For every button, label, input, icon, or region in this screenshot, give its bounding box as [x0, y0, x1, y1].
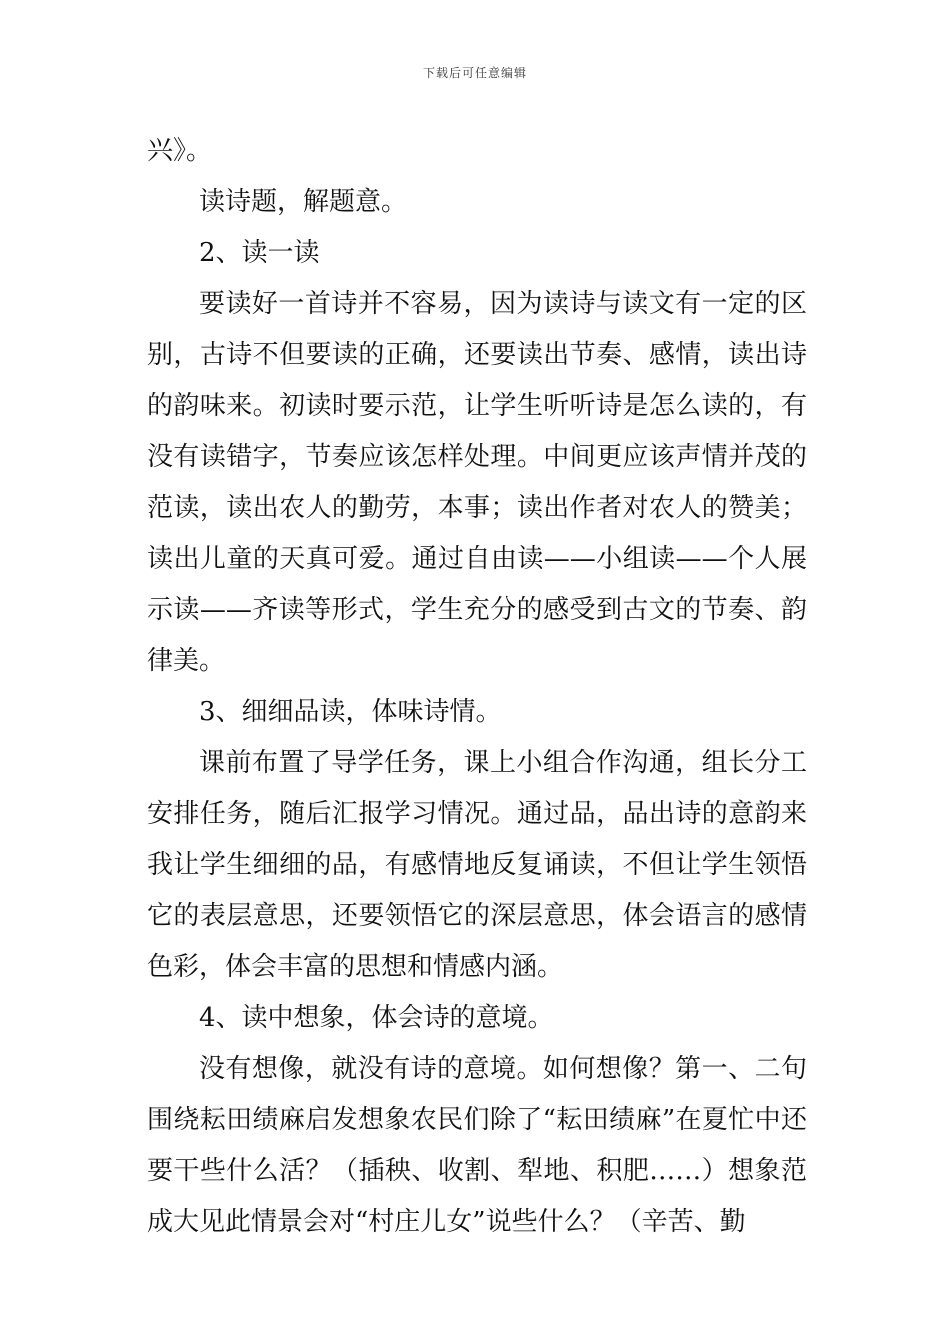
paragraph-continuation: 兴》。 [147, 136, 213, 166]
page-header: 下载后可任意编辑 [422, 66, 527, 80]
document-body [147, 126, 807, 1248]
paragraph-savoring: 课前布置了导学任务，课上小组合作沟通，组长分工安排任务，随后汇报学习情况。通过品，品出诗的意韵来我让学生细细的品，有感情地反复诵读，不但让学生领悟它的表层意思，还要领悟它的深层意思，体会语言的感情色彩，体会丰富的思想和情感内涵。 [147, 748, 807, 982]
section-heading-4: 4、读中想象，体会诗的意境。 [199, 1003, 554, 1033]
paragraph-imagination: 没有想像，就没有诗的意境。如何想像？第一、二句围绕耘田绩麻启发想象农民们除了“耘田绩麻”在夏忙中还要干些什么活？（插秧、收割、犁地、积肥……）想象范成大见此情景会对“村庄儿女”说些什么？（辛苦、勤 [147, 1054, 807, 1237]
paragraph-reading: 要读好一首诗并不容易，因为读诗与读文有一定的区别，古诗不但要读的正确，还要读出节奏、感情，读出诗的韵味来。初读时要示范，让学生听听诗是怎么读的，有没有读错字，节奏应该怎样处理。中间更应该声情并茂的范读，读出农人的勤劳，本事；读出作者对农人的赞美；读出儿童的天真可爱。通过自由读——小组读——个人展示读——齐读等形式，学生充分的感受到古文的节奏、韵律美。 [147, 289, 807, 676]
section-heading-3: 3、细细品读，体味诗情。 [199, 697, 502, 727]
section-heading-2: 2、读一读 [199, 238, 320, 268]
paragraph-read-title: 读诗题，解题意。 [199, 187, 408, 217]
